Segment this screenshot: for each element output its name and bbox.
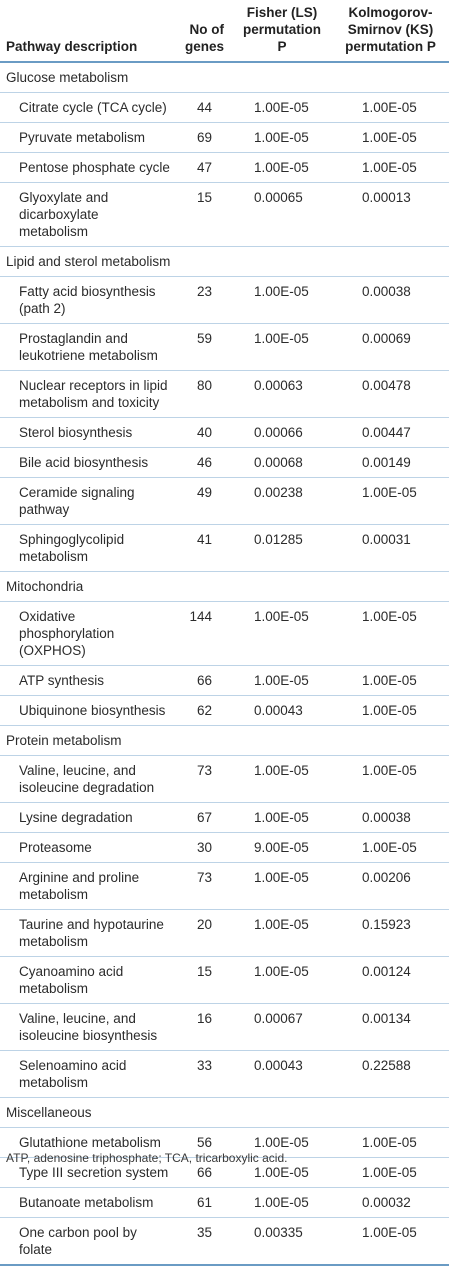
table-row xyxy=(0,418,449,448)
ks-p-cell: 0.00031 xyxy=(332,525,449,572)
pathway-name-cell: Sphingoglycolipid metabolism xyxy=(0,525,172,572)
pathway-name-cell: Valine, leucine, and isoleucine degradation xyxy=(0,756,172,803)
pathway-name-cell: Type III secretion system xyxy=(0,1158,172,1188)
pathway-name-cell: Cyanoamino acid metabolism xyxy=(0,957,172,1004)
fisher-p-cell: 0.00066 xyxy=(232,418,332,448)
group-title: Lipid and sterol metabolism xyxy=(0,247,449,277)
fisher-p-cell: 9.00E-05 xyxy=(232,833,332,863)
table-row xyxy=(0,602,449,666)
group-title: Protein metabolism xyxy=(0,726,449,756)
group-title: Glucose metabolism xyxy=(0,62,449,93)
table-body xyxy=(0,62,449,1265)
group-title: Mitochondria xyxy=(0,572,449,602)
pathway-name-cell: ATP synthesis xyxy=(0,666,172,696)
table-row xyxy=(0,123,449,153)
ks-p-cell: 1.00E-05 xyxy=(332,833,449,863)
fisher-p-cell: 1.00E-05 xyxy=(232,153,332,183)
gene-count-cell: 33 xyxy=(172,1051,232,1098)
gene-count-cell: 20 xyxy=(172,910,232,957)
gene-count-cell: 16 xyxy=(172,1004,232,1051)
gene-count-cell: 144 xyxy=(172,602,232,666)
fisher-p-cell: 0.00238 xyxy=(232,478,332,525)
fisher-p-cell: 0.00063 xyxy=(232,371,332,418)
ks-p-cell: 1.00E-05 xyxy=(332,756,449,803)
table-row xyxy=(0,756,449,803)
ks-p-cell: 1.00E-05 xyxy=(332,696,449,726)
pathway-name-cell: Taurine and hypotaurine metabolism xyxy=(0,910,172,957)
pathway-name-cell: Prostaglandin and leukotriene metabolism xyxy=(0,324,172,371)
pathway-name-cell: Ubiquinone biosynthesis xyxy=(0,696,172,726)
group-header-row xyxy=(0,62,449,93)
fisher-p-cell: 1.00E-05 xyxy=(232,1188,332,1218)
ks-p-cell: 1.00E-05 xyxy=(332,1128,449,1158)
gene-count-cell: 69 xyxy=(172,123,232,153)
table-row xyxy=(0,371,449,418)
group-title: Miscellaneous xyxy=(0,1098,449,1128)
gene-count-cell: 73 xyxy=(172,756,232,803)
pathway-name-cell: Nuclear receptors in lipid metabolism and toxicity xyxy=(0,371,172,418)
gene-count-cell: 67 xyxy=(172,803,232,833)
ks-p-cell: 1.00E-05 xyxy=(332,93,449,123)
header-fisher-permutation-p: Fisher (LS) permutation P xyxy=(232,0,332,62)
gene-count-cell: 49 xyxy=(172,478,232,525)
ks-p-cell: 1.00E-05 xyxy=(332,1218,449,1266)
ks-p-cell: 0.00206 xyxy=(332,863,449,910)
pathway-name-cell: Glyoxylate and dicarboxylate metabolism xyxy=(0,183,172,247)
fisher-p-cell: 1.00E-05 xyxy=(232,324,332,371)
group-header-row xyxy=(0,726,449,756)
table-row xyxy=(0,910,449,957)
pathway-name-cell: Butanoate metabolism xyxy=(0,1188,172,1218)
gene-count-cell: 59 xyxy=(172,324,232,371)
pathway-name-cell: Citrate cycle (TCA cycle) xyxy=(0,93,172,123)
fisher-p-cell: 0.00067 xyxy=(232,1004,332,1051)
table-row xyxy=(0,448,449,478)
table-row xyxy=(0,93,449,123)
table-row xyxy=(0,863,449,910)
gene-count-cell: 41 xyxy=(172,525,232,572)
gene-count-cell: 23 xyxy=(172,277,232,324)
pathway-name-cell: Valine, leucine, and isoleucine biosynthesis xyxy=(0,1004,172,1051)
group-header-row xyxy=(0,1098,449,1128)
pathway-name-cell: Pyruvate metabolism xyxy=(0,123,172,153)
fisher-p-cell: 1.00E-05 xyxy=(232,93,332,123)
gene-count-cell: 44 xyxy=(172,93,232,123)
gene-count-cell: 47 xyxy=(172,153,232,183)
fisher-p-cell: 1.00E-05 xyxy=(232,1158,332,1188)
pathway-name-cell: Sterol biosynthesis xyxy=(0,418,172,448)
table-footnote: ATP, adenosine triphosphate; TCA, tricarboxylic acid. xyxy=(6,1151,288,1165)
gene-count-cell: 61 xyxy=(172,1188,232,1218)
ks-p-cell: 0.00447 xyxy=(332,418,449,448)
table-row xyxy=(0,1188,449,1218)
pathway-name-cell: Pentose phosphate cycle xyxy=(0,153,172,183)
table-row xyxy=(0,153,449,183)
fisher-p-cell: 1.00E-05 xyxy=(232,666,332,696)
ks-p-cell: 0.00124 xyxy=(332,957,449,1004)
pathway-name-cell: Bile acid biosynthesis xyxy=(0,448,172,478)
table-row xyxy=(0,324,449,371)
table-row xyxy=(0,183,449,247)
fisher-p-cell: 1.00E-05 xyxy=(232,910,332,957)
pathway-name-cell: Lysine degradation xyxy=(0,803,172,833)
fisher-p-cell: 1.00E-05 xyxy=(232,863,332,910)
group-header-row xyxy=(0,572,449,602)
ks-p-cell: 0.00038 xyxy=(332,803,449,833)
ks-p-cell: 1.00E-05 xyxy=(332,123,449,153)
ks-p-cell: 0.00149 xyxy=(332,448,449,478)
ks-p-cell: 0.00478 xyxy=(332,371,449,418)
gene-count-cell: 30 xyxy=(172,833,232,863)
ks-p-cell: 1.00E-05 xyxy=(332,153,449,183)
table-row xyxy=(0,957,449,1004)
fisher-p-cell: 0.00043 xyxy=(232,1051,332,1098)
gene-count-cell: 66 xyxy=(172,666,232,696)
ks-p-cell: 0.00013 xyxy=(332,183,449,247)
fisher-p-cell: 0.01285 xyxy=(232,525,332,572)
fisher-p-cell: 1.00E-05 xyxy=(232,277,332,324)
table-row xyxy=(0,833,449,863)
table-row xyxy=(0,525,449,572)
gene-count-cell: 46 xyxy=(172,448,232,478)
fisher-p-cell: 1.00E-05 xyxy=(232,602,332,666)
ks-p-cell: 0.15923 xyxy=(332,910,449,957)
gene-count-cell: 15 xyxy=(172,183,232,247)
ks-p-cell: 1.00E-05 xyxy=(332,1158,449,1188)
gene-count-cell: 15 xyxy=(172,957,232,1004)
pathway-name-cell: Glutathione metabolism xyxy=(0,1128,172,1158)
pathway-name-cell: Selenoamino acid metabolism xyxy=(0,1051,172,1098)
fisher-p-cell: 0.00068 xyxy=(232,448,332,478)
fisher-p-cell: 1.00E-05 xyxy=(232,957,332,1004)
pathway-name-cell: One carbon pool by folate xyxy=(0,1218,172,1266)
ks-p-cell: 1.00E-05 xyxy=(332,602,449,666)
ks-p-cell: 0.00038 xyxy=(332,277,449,324)
table-row xyxy=(0,478,449,525)
pathway-name-cell: Ceramide signaling pathway xyxy=(0,478,172,525)
gene-count-cell: 62 xyxy=(172,696,232,726)
fisher-p-cell: 1.00E-05 xyxy=(232,123,332,153)
fisher-p-cell: 0.00065 xyxy=(232,183,332,247)
ks-p-cell: 0.00134 xyxy=(332,1004,449,1051)
fisher-p-cell: 0.00335 xyxy=(232,1218,332,1266)
header-pathway-description: Pathway description xyxy=(0,0,172,62)
pathway-name-cell: Fatty acid biosynthesis (path 2) xyxy=(0,277,172,324)
fisher-p-cell: 1.00E-05 xyxy=(232,803,332,833)
gene-count-cell: 66 xyxy=(172,1158,232,1188)
gene-count-cell: 73 xyxy=(172,863,232,910)
gene-count-cell: 56 xyxy=(172,1128,232,1158)
pathway-name-cell: Proteasome xyxy=(0,833,172,863)
header-no-of-genes: No of genes xyxy=(172,0,232,62)
table-row xyxy=(0,803,449,833)
gene-count-cell: 35 xyxy=(172,1218,232,1266)
ks-p-cell: 1.00E-05 xyxy=(332,478,449,525)
table-row xyxy=(0,696,449,726)
fisher-p-cell: 1.00E-05 xyxy=(232,1128,332,1158)
fisher-p-cell: 0.00043 xyxy=(232,696,332,726)
pathway-name-cell: Arginine and proline metabolism xyxy=(0,863,172,910)
ks-p-cell: 0.00069 xyxy=(332,324,449,371)
header-ks-permutation-p: Kolmogorov- Smirnov (KS) permutation P xyxy=(332,0,449,62)
table-row xyxy=(0,1051,449,1098)
fisher-p-cell: 1.00E-05 xyxy=(232,756,332,803)
gene-count-cell: 80 xyxy=(172,371,232,418)
pathway-name-cell: Oxidative phosphorylation (OXPHOS) xyxy=(0,602,172,666)
table-row xyxy=(0,666,449,696)
gene-count-cell: 40 xyxy=(172,418,232,448)
ks-p-cell: 0.00032 xyxy=(332,1188,449,1218)
table-row xyxy=(0,1218,449,1266)
header-row xyxy=(0,0,449,62)
table-row xyxy=(0,1004,449,1051)
table-row xyxy=(0,277,449,324)
ks-p-cell: 1.00E-05 xyxy=(332,666,449,696)
group-header-row xyxy=(0,247,449,277)
ks-p-cell: 0.22588 xyxy=(332,1051,449,1098)
